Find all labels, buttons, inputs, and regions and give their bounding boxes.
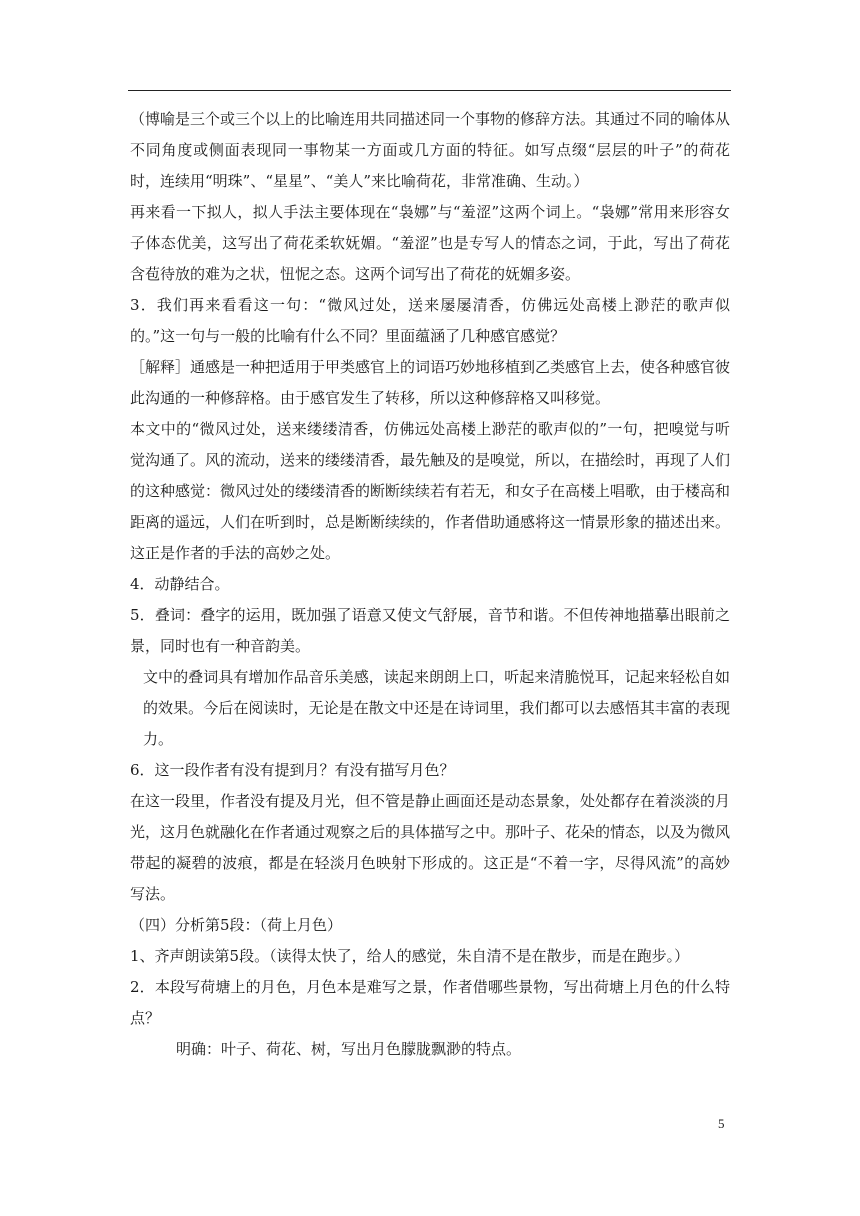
paragraph-question-6: 6．这一段作者有没有提到月？有没有描写月色？ — [130, 761, 455, 779]
paragraph-synesthesia: 本文中的“微风过处，送来缕缕清香，仿佛远处高楼上渺茫的歌声似的”一句，把嗅觉与听觉沟通了。风的流动，送来的缕缕清香，最先触及的是嗅觉，所以，在描绘时，再现了人们的这种感觉：微风过处的缕缕清香的断断续续若有若无，和女子在高楼上唱歌，由于楼高和距离的遥远，人们在听到时，总是断断续续的，作者借助通感将这一情景形象的描述出来。这正是作者的手法的高妙之处。 — [130, 420, 731, 562]
paragraph-explanation: ［解释］通感是一种把适用于甲类感官上的词语巧妙地移植到乙类感官上去，使各种感官彼此沟通的一种修辞格。由于感官发生了转移，所以这种修辞格又叫移觉。 — [130, 358, 731, 407]
header-rule — [128, 90, 731, 91]
paragraph-section-4: （四）分析第5段：（荷上月色） — [130, 916, 343, 934]
paragraph-item-5: 5．叠词：叠字的运用，既加强了语意又使文气舒展，音节和谐。不但传神地描摹出眼前之景，同时也有一种音韵美。 — [130, 606, 730, 655]
paragraph-answer: 明确：叶子、荷花、树，写出月色朦胧飘渺的特点。 — [176, 1040, 522, 1058]
paragraph-reduplication: 文中的叠词具有增加作品音乐美感，读起来朗朗上口，听起来清脆悦耳，记起来轻松自如的效果。今后在阅读时，无论是在散文中还是在诗词里，我们都可以去感悟其丰富的表现力。 — [143, 668, 730, 748]
paragraph-item-4: 4．动静结合。 — [130, 575, 230, 593]
paragraph-question-2: 2．本段写荷塘上的月色，月色本是难写之景，作者借哪些景物，写出荷塘上月色的什么特点？ — [130, 978, 730, 1027]
paragraph-read-aloud: 1、齐声朗读第5段。（读得太快了，给人的感觉，朱自清不是在散步，而是在跑步。） — [130, 947, 690, 965]
paragraph-moonlight: 在这一段里，作者没有提及月光，但不管是静止画面还是动态景象，处处都存在着淡淡的月光，这月色就融化在作者通过观察之后的具体描写之中。那叶子、花朵的情态，以及为微风带起的凝碧的波痕，都是在轻淡月色映射下形成的。这正是“不着一字，尽得风流”的高妙写法。 — [130, 792, 731, 903]
page-number: 5 — [718, 1116, 725, 1131]
paragraph-question-3: 3．我们再来看看这一句：“微风过处，送来屡屡清香，仿佛远处高楼上渺茫的歌声似的。”这一句与一般的比喻有什么不同？里面蕴涵了几种感官感觉？ — [130, 296, 730, 345]
paragraph-metaphor-note: （博喻是三个或三个以上的比喻连用共同描述同一个事物的修辞方法。其通过不同的喻体从不同角度或侧面表现同一事物某一方面或几方面的特征。如写点缀“层层的叶子”的荷花时，连续用“明珠”、“星星”、“美人”来比喻荷花，非常准确、生动。） — [130, 110, 731, 190]
page-body — [130, 104, 730, 1065]
paragraph-personification: 再来看一下拟人，拟人手法主要体现在“袅娜”与“羞涩”这两个词上。“袅娜”常用来形容女子体态优美，这写出了荷花柔软妩媚。“羞涩”也是专写人的情态之词，于此，写出了荷花含苞待放的难为之状，忸怩之态。这两个词写出了荷花的妩媚多姿。 — [130, 203, 730, 283]
